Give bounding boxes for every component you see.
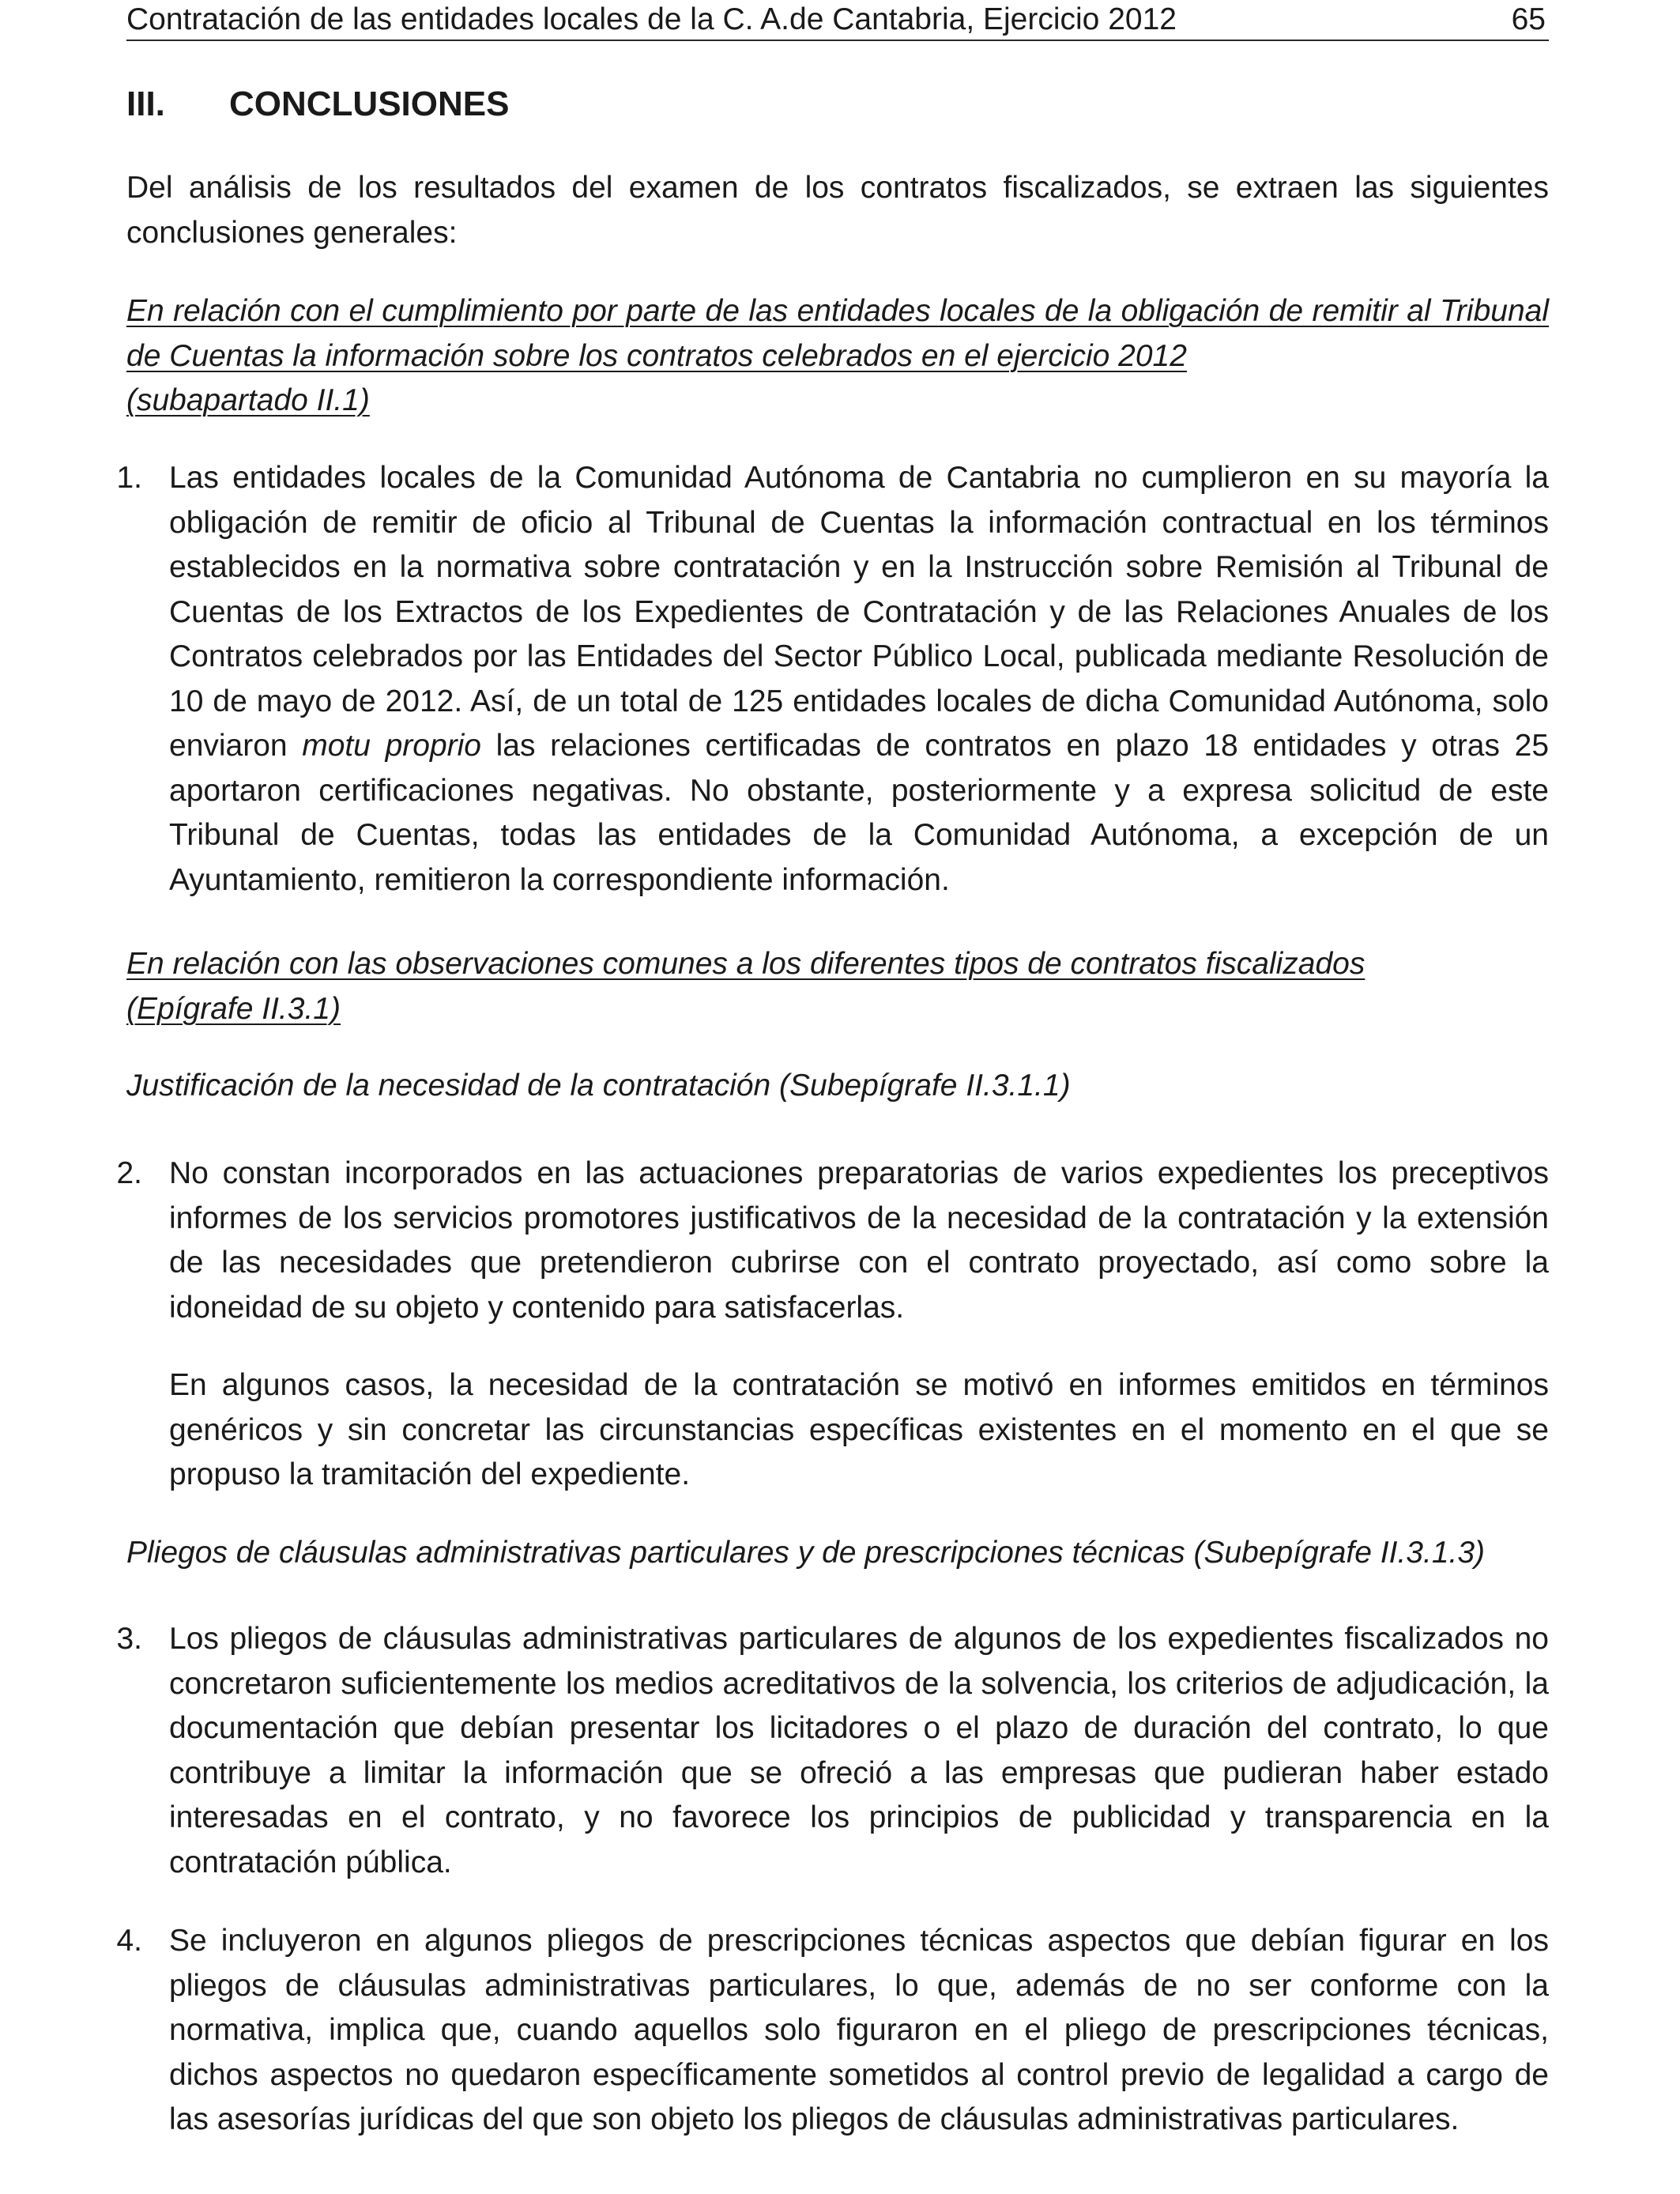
page-number: 65: [1511, 2, 1546, 36]
heading-compliance-text: En relación con el cumplimiento por parte de las entidades locales de la obligación de remitir al Tribunal de Cuentas la información sobre los contratos celebrados en el ejercicio 2012: [126, 294, 1549, 373]
item-number: 3.: [116, 1622, 142, 1656]
subheading-justification: Justificación de la necesidad de la contratación (Subepígrafe II.3.1.1): [126, 1069, 1071, 1103]
subheading-specifications: Pliegos de cláusulas administrativas particulares y de prescripciones técnicas (Subepígrafe II.3.1.3): [126, 1536, 1486, 1570]
item-number: 4.: [116, 1924, 142, 1958]
item-number: 2.: [116, 1156, 142, 1190]
item-text: Se incluyeron en algunos pliegos de prescripciones técnicas aspectos que debían figurar en los pliegos de cláusulas administrativas particulares, lo que, además de no ser conforme con la normativa, implica que, cuando aquellos solo figuraron en el pliego de prescripciones técnicas, dichos aspectos no quedaron específicamente sometidos al control previo de legalidad a cargo de las asesorías jurídicas del que son objeto los pliegos de cláusulas administrativas particulares.: [169, 1924, 1549, 2136]
item-number: 1.: [116, 461, 142, 495]
section-title: CONCLUSIONES: [229, 85, 510, 123]
heading-common-text: En relación con las observaciones comunes a los diferentes tipos de contratos fiscalizados: [126, 947, 1365, 981]
item-text-part: las relaciones certificadas de contratos en plazo 18 entidades y otras 25 aportaron certificaciones negativas. No obstante, posteriormente y a expresa solicitud de este Tribunal de Cuentas, todas las entidades de la Comunidad Autónoma, a excepción de un Ayuntamiento, remitieron la correspondiente información.: [169, 729, 1550, 897]
intro-paragraph: Del análisis de los resultados del examen de los contratos fiscalizados, se extraen las siguientes conclusiones generales:: [126, 171, 1549, 250]
section-number: III.: [126, 85, 165, 123]
heading-common-ref: (Epígrafe II.3.1): [126, 991, 341, 1026]
section-heading: [126, 82, 509, 126]
heading-compliance-ref: (subapartado II.1): [126, 383, 370, 417]
item-text-italic: motu proprio: [302, 729, 481, 763]
item-text-part: Las entidades locales de la Comunidad Autónoma de Cantabria no cumplieron en su mayoría la obligación de remitir de oficio al Tribunal de Cuentas la información contractual en los términos establecidos en la normativa sobre contratación y en la Instrucción sobre Remisión al Tribunal de Cuentas de los Extractos de los Expedientes de Contratación y de las Relaciones Anuales de los Contratos celebrados por las Entidades del Sector Público Local, publicada mediante Resolución de 10 de mayo de 2012. Así, de un total de 125 entidades locales de dicha Comunidad Autónoma, solo enviaron: [169, 461, 1549, 763]
item-2-continuation: En algunos casos, la necesidad de la contratación se motivó en informes emitidos en términos genéricos y sin concretar las circunstancias específicas existentes en el momento en el que se propuso la tramitación del expediente.: [169, 1368, 1549, 1491]
page-header: [126, 0, 1549, 41]
item-text: No constan incorporados en las actuaciones preparatorias de varios expedientes los preceptivos informes de los servicios promotores justificativos de la necesidad de la contratación y la extensión de las necesidades que pretendieron cubrirse con el contrato proyectado, así como sobre la idoneidad de su objeto y contenido para satisfacerlas.: [169, 1156, 1549, 1325]
heading-common-observations: [126, 942, 1549, 1031]
item-text: Los pliegos de cláusulas administrativas particulares de algunos de los expedientes fiscalizados no concretaron suficientemente los medios acreditativos de la solvencia, los criterios de adjudicación, la documentación que debían presentar los licitadores o el plazo de duración del contrato, lo que contribuye a limitar la información que se ofreció a las empresas que pudieran haber estado interesadas en el contrato, y no favorece los principios de publicidad y transparencia en la contratación pública.: [169, 1622, 1549, 1879]
heading-compliance: [126, 289, 1549, 424]
item-text: [169, 456, 1549, 903]
header-title: Contratación de las entidades locales de la C. A.de Cantabria, Ejercicio 2012: [126, 2, 1177, 36]
